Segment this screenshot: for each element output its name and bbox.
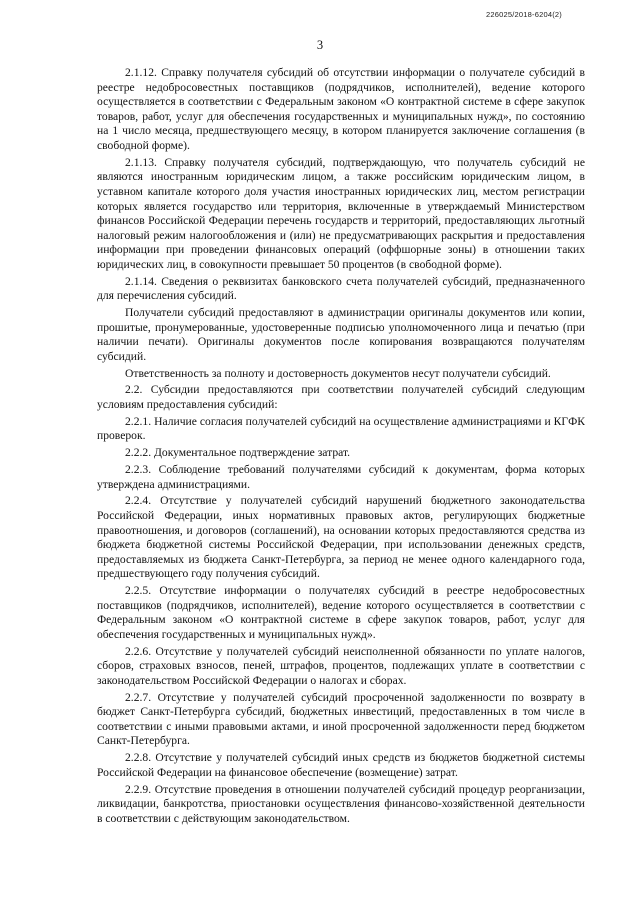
- paragraph-2-2-1: 2.2.1. Наличие согласия получателей субсидий на осуществление администрациями и КГФК проверок.: [97, 414, 585, 443]
- page-number: 3: [316, 38, 324, 52]
- document-body: [97, 66, 585, 829]
- document-id: 226025/2018-6204(2): [486, 10, 562, 19]
- paragraph-2-2-8: 2.2.8. Отсутствие у получателей субсидий иных средств из бюджетов бюджетной системы Российской Федерации на финансовое обеспечение (возмещение) затрат.: [97, 751, 585, 779]
- paragraph-2-1-13: 2.1.13. Справку получателя субсидий, подтверждающую, что получатель субсидий не являются иностранным юридическим лицом, а также российским юридическим лицом, в уставном капитале которого доля участия иностранных юридических лиц, местом регистрации которых является государство или территория, включенные в утверждаемый Министерством финансов Российской Федерации перечень государств и территорий, предоставляющих льготный налоговый режим налогообложения и (или) не предусматривающих раскрытия и предоставления информации при проведении финансовых операций (оффшорные зоны) в отношении таких юридических лиц, в совокупности превышает 50 процентов (в свободной форме).: [97, 155, 585, 271]
- paragraph-2-2-3: 2.2.3. Соблюдение требований получателями субсидий к документам, форма которых утверждена администрациями.: [97, 462, 585, 491]
- paragraph-responsibility: Ответственность за полноту и достоверность документов несут получатели субсидий.: [125, 366, 551, 380]
- paragraph-2-2: 2.2. Субсидии предоставляются при соответствии получателей субсидий следующим условиям предоставления субсидий:: [97, 383, 585, 411]
- paragraph-2-2-5: 2.2.5. Отсутствие информации о получателях субсидий в реестре недобросовестных поставщиков (подрядчиков, исполнителей), ведение которого осуществляется в соответствии с Федеральным законом «О контрактной системе в сфере закупок товаров, работ, услуг для обеспечения государственных и муниципальных нужд».: [97, 584, 585, 641]
- paragraph-2-2-7: 2.2.7. Отсутствие у получателей субсидий просроченной задолженности по возврату в бюджет Санкт-Петербурга субсидий, бюджетных инвестиций, предоставленных в том числе в соответствии с иными правовыми актами, и иной просроченной задолженности перед бюджетом Санкт-Петербурга.: [97, 690, 585, 748]
- paragraph-2-2-9: 2.2.9. Отсутствие проведения в отношении получателей субсидий процедур реорганизации, ликвидации, банкротства, приостановки осуществления финансово-хозяйственной деятельности в соответствии с действующим законодательством.: [97, 782, 585, 825]
- paragraph-2-2-4: 2.2.4. Отсутствие у получателей субсидий нарушений бюджетного законодательства Российской Федерации, иных нормативных правовых актов, регулирующих бюджетные правоотношения, и договоров (соглашений), на основании которых предоставляются средства из бюджета бюджетной системы Российской Федерации, при использовании денежных средств, предоставляемых из бюджета Санкт-Петербурга, за период не менее одного календарного года, предшествующего году получения субсидий.: [97, 494, 585, 581]
- paragraph-2-1-14: 2.1.14. Сведения о реквизитах банковского счета получателей субсидий, предназначенного для перечисления субсидий.: [97, 274, 585, 303]
- paragraph-2-2-2: 2.2.2. Документальное подтверждение затрат.: [125, 446, 351, 460]
- paragraph-2-2-6: 2.2.6. Отсутствие у получателей субсидий неисполненной обязанности по уплате налогов, сборов, страховых взносов, пеней, штрафов, процентов, подлежащих уплате в соответствии с законодательством Российской Федерации о налогах и сборах.: [97, 644, 585, 687]
- paragraph-2-1-12: 2.1.12. Справку получателя субсидий об отсутствии информации о получателе субсидий в реестре недобросовестных поставщиков (подрядчиков, исполнителей), ведение которого осуществляется в соответствии с Федеральным законом «О контрактной системе в сфере закупок товаров, работ, услуг для обеспечения государственных и муниципальных нужд», по состоянию на 1 число месяца, предшествующего месяцу, в котором планируется заключение соглашения (в свободной форме).: [97, 66, 585, 152]
- paragraph-originals: Получатели субсидий предоставляют в администрации оригиналы документов или копии, прошитые, пронумерованные, удостоверенные подписью уполномоченного лица и печатью (при наличии печати). Оригиналы документов после копирования возвращаются получателям субсидий.: [97, 306, 585, 363]
